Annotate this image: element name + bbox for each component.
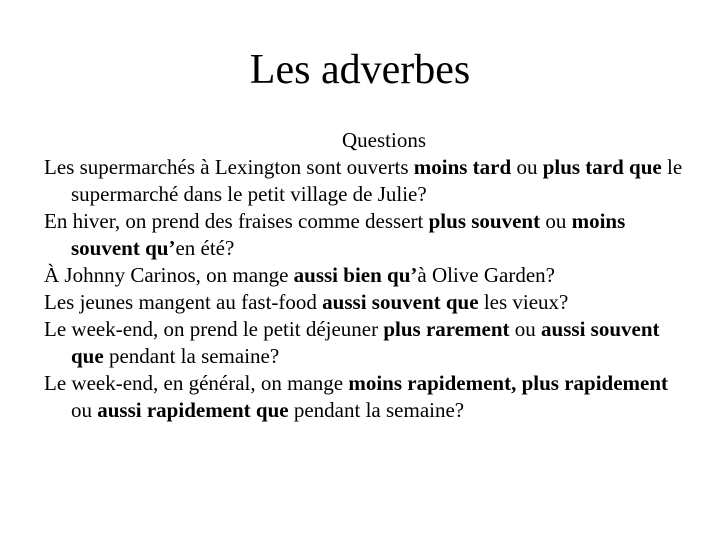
adverb-phrase: plus souvent <box>428 209 541 233</box>
question-text: Les jeunes mangent au fast-food <box>44 290 323 314</box>
adverb-phrase: moins rapidement, plus rapidement <box>348 371 669 395</box>
question-item <box>44 208 684 262</box>
question-text: ou <box>71 398 98 422</box>
slide-title: Les adverbes <box>249 47 471 93</box>
question-item <box>44 154 684 208</box>
question-text: En hiver, on prend des fraises comme dessert <box>44 209 429 233</box>
adverb-phrase: aussi rapidement que <box>97 398 289 422</box>
slide-body <box>44 127 684 424</box>
question-text: Les supermarchés à Lexington sont ouverts <box>44 155 414 179</box>
question-text: À Johnny Carinos, on mange <box>44 263 294 287</box>
question-text: à Olive Garden? <box>417 263 555 287</box>
question-text: ou <box>540 209 572 233</box>
adverb-phrase: moins souvent qu’ <box>71 209 626 260</box>
question-text: Le week-end, on prend le petit déjeuner <box>44 317 384 341</box>
question-text: pendant la semaine? <box>103 344 280 368</box>
adverb-phrase: aussi souvent que <box>71 317 660 368</box>
question-item <box>44 289 684 316</box>
question-text: les vieux? <box>478 290 569 314</box>
question-text: ou <box>509 317 542 341</box>
question-list <box>44 154 684 424</box>
adverb-phrase: aussi souvent que <box>322 290 479 314</box>
adverb-phrase: aussi bien qu’ <box>293 263 418 287</box>
adverb-phrase: moins tard <box>413 155 512 179</box>
question-item <box>44 316 684 370</box>
question-text: le supermarché dans le petit village de Julie? <box>71 155 683 206</box>
adverb-phrase: plus rarement <box>383 317 510 341</box>
question-text: ou <box>511 155 543 179</box>
question-text: Le week-end, en général, on mange <box>44 371 349 395</box>
question-item <box>44 262 684 289</box>
question-text: en été? <box>175 236 235 260</box>
adverb-phrase: plus tard que <box>542 155 662 179</box>
question-text: pendant la semaine? <box>288 398 465 422</box>
questions-heading: Questions <box>342 128 426 152</box>
question-item <box>44 370 684 424</box>
